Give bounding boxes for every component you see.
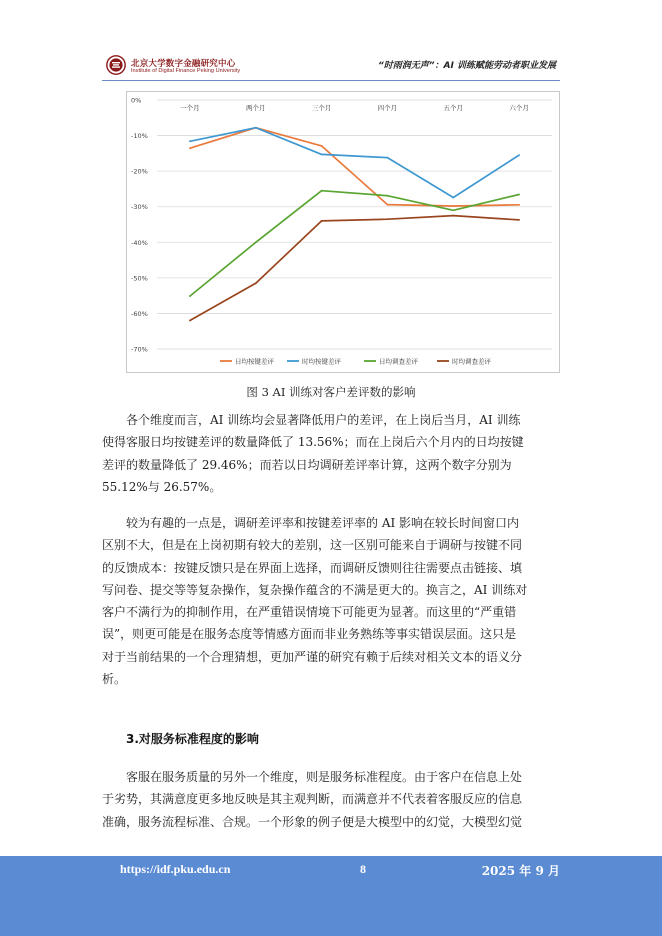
paragraph-line: 较为有趣的一点是，调研差评率和按键差评率的 AI 影响在较长时间窗口内: [126, 516, 520, 530]
data-point: [189, 295, 191, 297]
data-point: [255, 127, 257, 129]
paragraph-line: 的反馈成本：按键反馈只是在界面上选择，而调研反馈则往往需要点击链接、填: [102, 560, 523, 575]
data-point: [452, 197, 454, 199]
pku-logo-icon: [106, 55, 126, 75]
header-divider: [102, 80, 560, 81]
data-point: [452, 209, 454, 211]
paragraph-line: 区别不大，但是在上岗初期有较大的差别，这一区别可能来自于调研与按键不同: [102, 538, 523, 553]
data-point: [387, 195, 389, 197]
series-line: [190, 128, 519, 206]
data-point: [518, 154, 520, 156]
chart-figure: [126, 91, 560, 373]
data-point: [189, 140, 191, 142]
x-tick-label: 五个月: [443, 104, 463, 112]
publication-date: 2025 年 9 月: [481, 864, 560, 878]
footer-url-link[interactable]: https://idf.pku.edu.cn: [120, 862, 231, 876]
data-point: [321, 154, 323, 156]
figure-caption: 图 3 AI 训练对客户差评数的影响: [246, 385, 416, 399]
data-point: [518, 204, 520, 206]
y-tick-label: -40%: [131, 238, 148, 247]
data-point: [518, 194, 520, 196]
paragraph-line: 准确，服务流程标准、合规。一个形象的例子便是大模型中的幻觉，大模型幻觉: [102, 814, 523, 829]
x-tick-label: 四个月: [377, 104, 398, 112]
section-heading: 3.对服务标准程度的影响: [126, 732, 259, 746]
paragraph-line: 对于当前结果的一个合理猜想，更加严谨的研究有赖于后续对相关文本的语义分: [102, 649, 523, 664]
report-title: “时雨润无声”：AI 训练赋能劳动者职业发展: [377, 61, 556, 71]
legend-label: 时均调查差评: [452, 357, 491, 366]
paragraph-line: 客服在服务质量的另外一个维度，则是服务标准程度。由于客户在信息上处: [126, 770, 523, 784]
legend-label: 日均按键差评: [235, 357, 274, 366]
data-point: [387, 218, 389, 220]
data-point: [321, 190, 323, 192]
paragraph-line: 误”，则更可能是在服务态度等情感方面而非业务熟练等事实错误层面。这只是: [102, 627, 517, 642]
data-point: [189, 147, 191, 149]
y-tick-label: -10%: [131, 132, 148, 141]
data-point: [255, 241, 257, 243]
paragraph-line: 各个维度而言，AI 训练均会显著降低用户的差评，在上岗后当月，AI 训练: [126, 413, 521, 427]
x-tick-label: 两个月: [246, 104, 266, 112]
series-line: [190, 128, 519, 198]
y-tick-label: 0%: [131, 96, 142, 105]
paragraph-line: 客户不满行为的抑制作用，在严重错误情境下可能更为显著。而这里的“严重错: [102, 605, 517, 620]
data-point: [452, 205, 454, 207]
x-tick-label: 一个月: [180, 104, 200, 112]
x-tick-label: 三个月: [311, 104, 332, 112]
x-tick-label: 六个月: [509, 104, 529, 112]
legend-label: 日均调查差评: [379, 357, 418, 366]
paragraph-line: 于劣势，其满意度更多地反映是其主观判断，而满意并不代表着客服反应的信息: [102, 792, 523, 807]
y-tick-label: -70%: [131, 345, 148, 354]
data-point: [321, 145, 323, 147]
data-point: [518, 219, 520, 221]
y-tick-label: -20%: [131, 167, 148, 176]
y-tick-label: -60%: [131, 309, 148, 318]
paragraph-line: 差评的数量降低了 29.46%；而若以日均调研差评率计算，这两个数字分别为: [102, 457, 512, 472]
paragraph-line: 使得客服日均按键差评的数量降低了 13.56%；而在上岗后六个月内的日均按键: [102, 435, 524, 450]
page-header: [0, 0, 662, 82]
data-point: [387, 204, 389, 206]
institute-name-cn: 北京大学数字金融研究中心: [131, 59, 236, 69]
paragraph-2: [102, 512, 560, 690]
paragraph-1: [102, 409, 560, 498]
paragraph-line: 析。: [102, 672, 127, 687]
paragraph-line: 写问卷、提交等等复杂操作，复杂操作蕴含的不满是更大的。换言之，AI 训练对: [102, 582, 528, 597]
line-chart: [127, 92, 559, 372]
data-point: [321, 220, 323, 222]
data-point: [452, 215, 454, 217]
data-point: [255, 282, 257, 284]
paragraph-line: 55.12%与 26.57%。: [102, 479, 222, 494]
data-point: [387, 157, 389, 159]
series-line: [190, 216, 519, 321]
data-point: [189, 320, 191, 322]
paragraph-3: [102, 766, 560, 833]
page-number: 8: [360, 862, 366, 876]
y-tick-label: -30%: [131, 203, 148, 212]
y-tick-label: -50%: [131, 274, 148, 283]
institute-name-en: Institute of Digital Finance Peking University: [131, 68, 241, 74]
legend-label: 时均按键差评: [302, 357, 341, 366]
page-footer: [0, 856, 662, 936]
